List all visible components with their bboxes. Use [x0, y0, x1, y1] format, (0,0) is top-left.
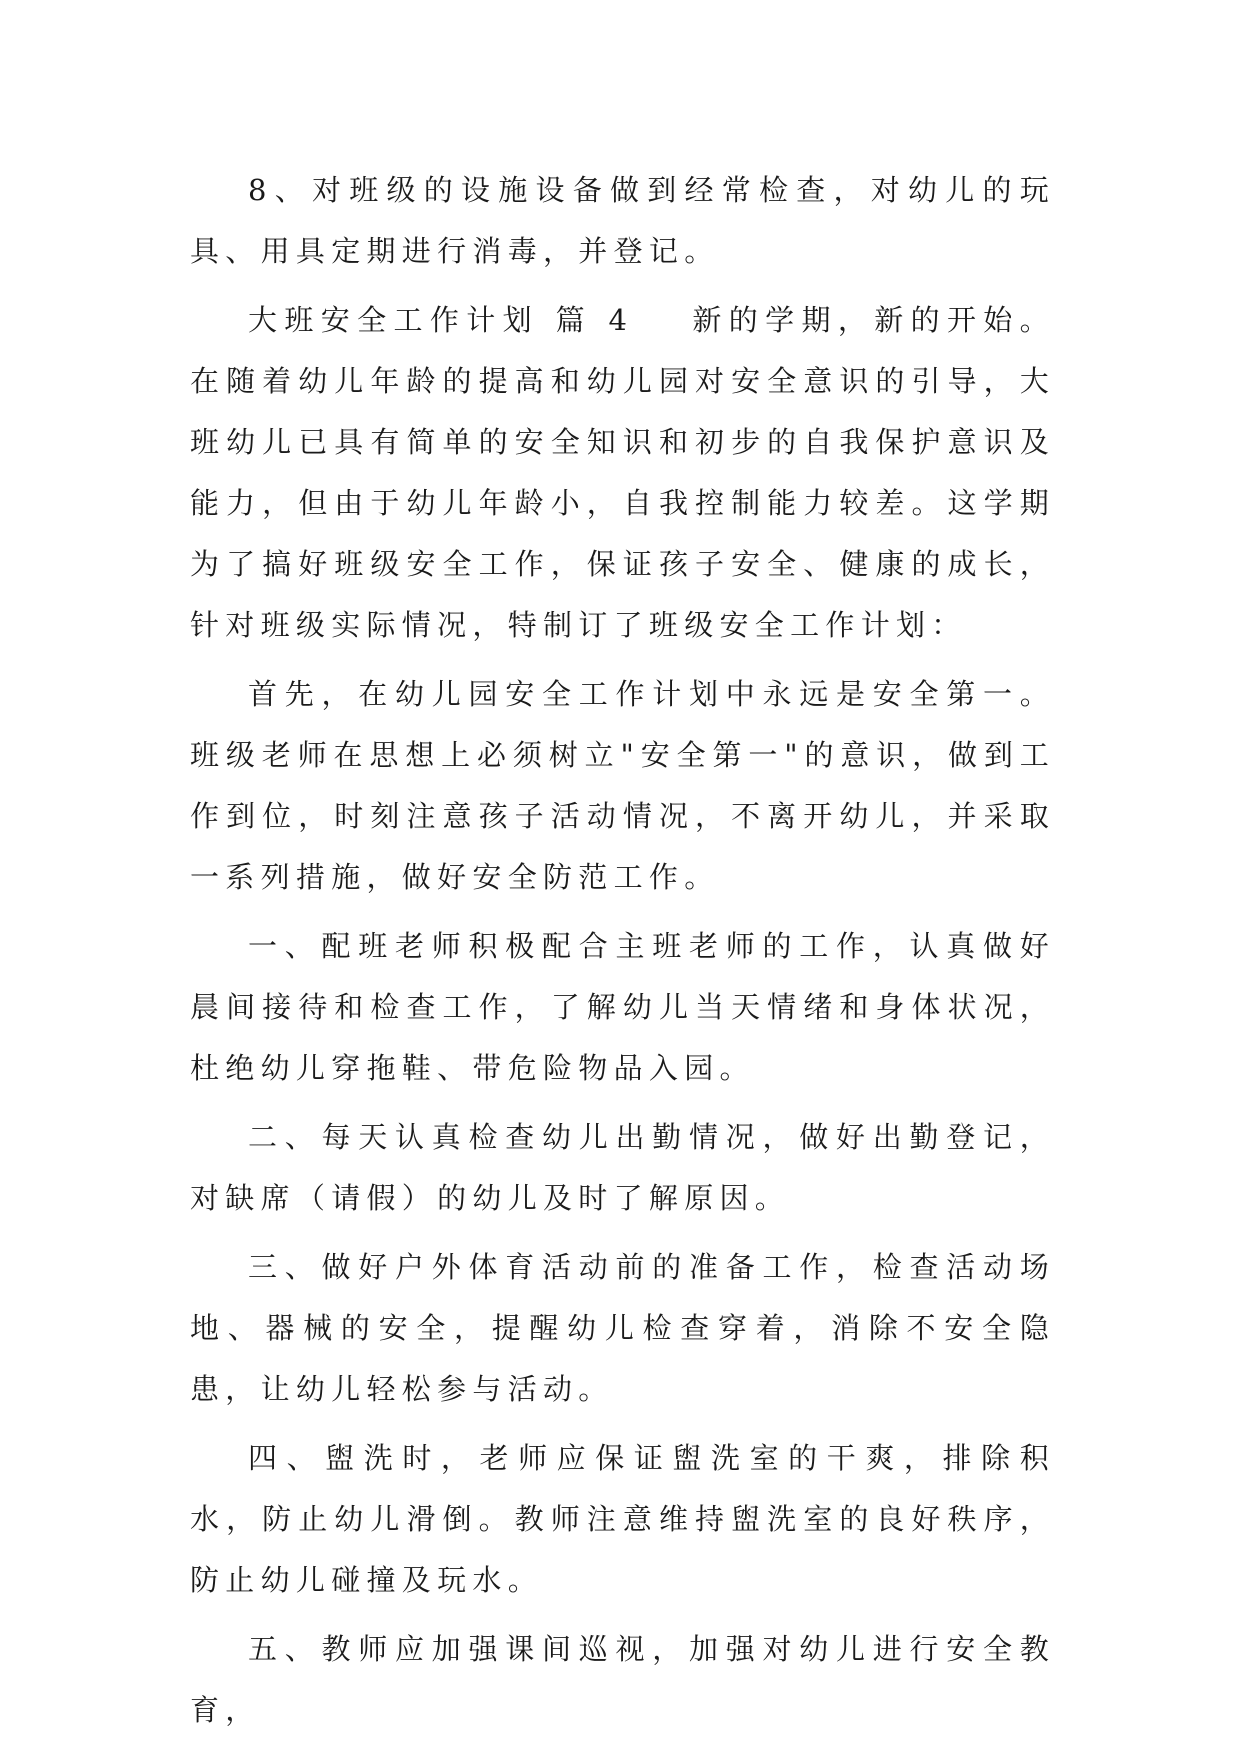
paragraph-point-5: 五、教师应加强课间巡视，加强对幼儿进行安全教育， [190, 1632, 1055, 1727]
paragraph-point-3: 三、做好户外体育活动前的准备工作，检查活动场地、器械的安全，提醒幼儿检查穿着，消除不安全隐患，让幼儿轻松参与活动。 [190, 1250, 1055, 1406]
section-body: 新的学期，新的开始。在随着幼儿年龄的提高和幼儿园对安全意识的引导，大班幼儿已具有简单的安全知识和初步的自我保护意识及能力，但由于幼儿年龄小，自我控制能力较差。这学期为了搞好班级安全工作，保证孩子安全、健康的成长，针对班级实际情况，特制订了班级安全工作计划： [190, 303, 1055, 642]
section-intro-paragraph [190, 290, 1055, 656]
section-title: 大班安全工作计划 [248, 303, 539, 337]
paragraph-point-1: 一、配班老师积极配合主班老师的工作，认真做好晨间接待和检查工作，了解幼儿当天情绪和身体状况，杜绝幼儿穿拖鞋、带危险物品入园。 [190, 929, 1055, 1085]
document-body [190, 160, 1055, 1741]
section-label: 篇 4 [555, 303, 634, 337]
paragraph-safety-first: 首先，在幼儿园安全工作计划中永远是安全第一。班级老师在思想上必须树立"安全第一"的意识，做到工作到位，时刻注意孩子活动情况，不离开幼儿，并采取一系列措施，做好安全防范工作。 [190, 677, 1055, 894]
paragraph-point-2: 二、每天认真检查幼儿出勤情况，做好出勤登记，对缺席（请假）的幼儿及时了解原因。 [190, 1120, 1055, 1215]
paragraph-point-4: 四、盥洗时，老师应保证盥洗室的干爽，排除积水，防止幼儿滑倒。教师注意维持盥洗室的良好秩序，防止幼儿碰撞及玩水。 [190, 1441, 1055, 1597]
paragraph-item-8: 8、对班级的设施设备做到经常检查，对幼儿的玩具、用具定期进行消毒，并登记。 [190, 173, 1055, 268]
